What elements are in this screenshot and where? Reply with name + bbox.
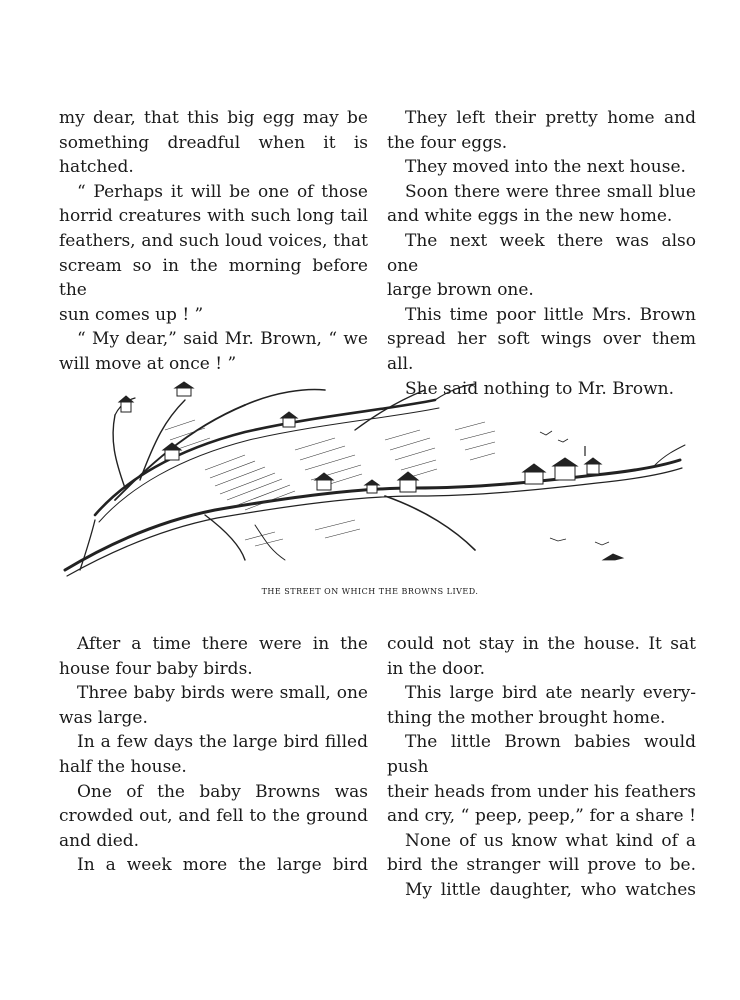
text-line: and cry, “ peep, peep,” for a share ! — [387, 806, 696, 827]
bird-icon — [603, 554, 623, 560]
bird-icon — [558, 439, 568, 442]
house-icon — [163, 443, 181, 460]
text-line: They moved into the next house. — [405, 157, 686, 178]
text-line: Soon there were three small blue — [405, 181, 696, 202]
house-icon — [175, 382, 193, 396]
bird-icon — [595, 542, 609, 545]
text-line: scream so in the morning before the — [59, 255, 368, 301]
text-line: crowded out, and fell to the ground — [59, 806, 368, 827]
text-line: This large bird ate nearly every- — [405, 683, 696, 704]
text-line: My little daughter, who watches — [405, 879, 696, 900]
bird-icon — [540, 431, 552, 435]
house-icon — [553, 458, 577, 480]
text-line: Three baby birds were small, one — [77, 683, 368, 704]
text-line: They left their pretty home and — [405, 108, 696, 128]
house-icon — [585, 458, 601, 474]
house-icon — [315, 473, 333, 490]
text-line: their heads from under his feathers — [387, 781, 696, 802]
text-line: my dear, that this big egg may be — [59, 108, 368, 128]
house-icon — [398, 472, 418, 492]
text-line: and died. — [59, 830, 140, 851]
text-line: After a time there were in the — [77, 634, 368, 654]
text-line: She said nothing to Mr. Brown. — [405, 378, 674, 399]
text-line: hatched. — [59, 157, 134, 178]
text-line: spread her soft wings over them all. — [387, 329, 696, 374]
house-icon — [523, 464, 545, 484]
house-icon — [119, 396, 133, 412]
text-column-top-right — [387, 106, 696, 401]
text-line: “ My dear,” said Mr. Brown, “ we — [77, 329, 368, 350]
house-icon — [365, 480, 379, 493]
text-line: bird the stranger will prove to be. — [387, 855, 696, 876]
tree-branch-illustration — [55, 370, 695, 585]
illustration-caption: THE STREET ON WHICH THE BROWNS LIVED. — [261, 587, 479, 596]
text-line: The next week there was also one — [387, 230, 696, 276]
text-line: could not stay in the house. It sat — [387, 634, 696, 654]
text-column-top-left — [59, 106, 368, 377]
house-icon — [281, 412, 297, 427]
text-line: This time poor little Mrs. Brown — [405, 304, 696, 325]
text-line: was large. — [59, 707, 148, 728]
text-line: One of the baby Browns was — [77, 781, 368, 802]
text-line: feathers, and such loud voices, that — [59, 230, 368, 251]
text-line: None of us know what kind of a — [405, 830, 696, 851]
text-line: the four eggs. — [387, 132, 508, 153]
text-line: horrid creatures with such long tail — [59, 206, 368, 227]
text-line: large brown one. — [387, 280, 534, 301]
text-line: In a week more the large bird — [77, 855, 368, 876]
text-line: thing the mother brought home. — [387, 707, 666, 728]
text-line: The little Brown babies would push — [387, 732, 696, 777]
text-line: half the house. — [59, 756, 187, 777]
text-line: in the door. — [387, 658, 486, 679]
text-line: “ Perhaps it will be one of those — [77, 181, 368, 202]
text-line: In a few days the large bird filled — [77, 732, 368, 753]
text-line: house four baby birds. — [59, 658, 253, 679]
bird-icon — [550, 538, 566, 541]
text-line: sun comes up ! ” — [59, 304, 204, 325]
text-line: will move at once ! ” — [59, 353, 237, 374]
text-line: something dreadful when it is — [59, 132, 368, 153]
text-column-bottom-right — [387, 632, 696, 903]
text-column-bottom-left — [59, 632, 368, 878]
text-line: and white eggs in the new home. — [387, 206, 673, 227]
